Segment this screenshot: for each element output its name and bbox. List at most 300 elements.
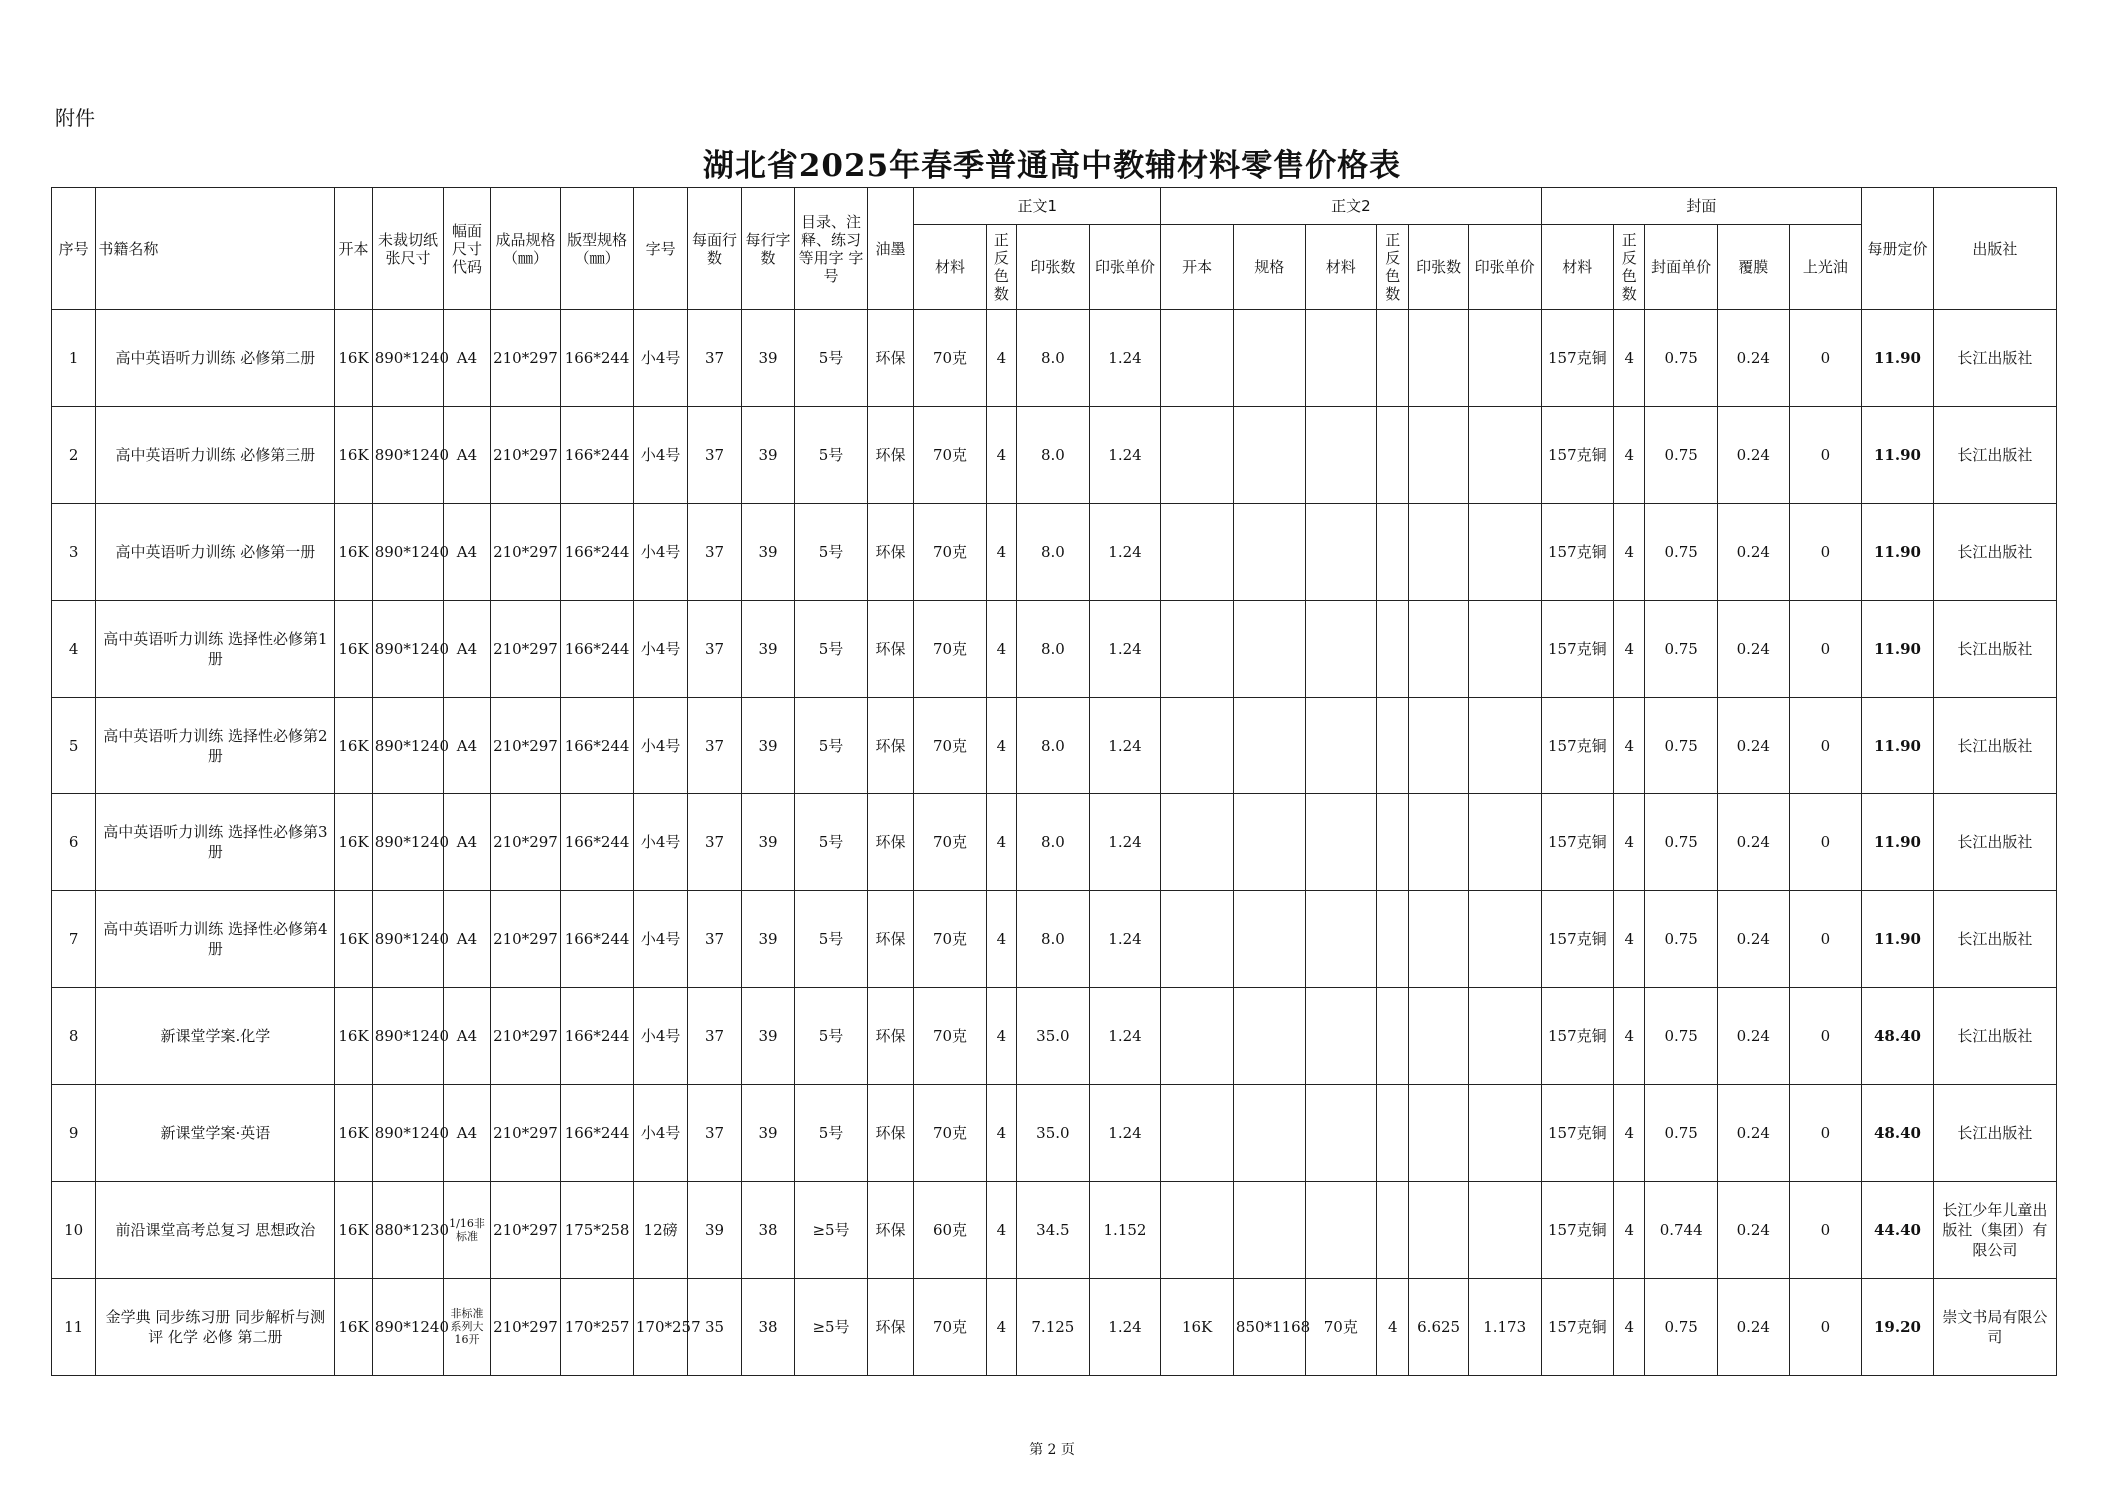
cell-c-mat: 157克铜 xyxy=(1541,503,1614,600)
cell-b2-fmt: 16K xyxy=(1161,1278,1234,1375)
cell-c-price: 0.75 xyxy=(1645,794,1718,891)
table-row xyxy=(52,988,2057,1085)
cell-b2-spec xyxy=(1233,310,1305,407)
cell-code xyxy=(444,406,490,503)
header-b1-sheets: 印张数 xyxy=(1017,225,1090,310)
cell-ink: 环保 xyxy=(867,1182,913,1279)
cell-b1-mat: 70克 xyxy=(914,697,987,794)
cell-code xyxy=(444,503,490,600)
cell-format: 16K xyxy=(335,310,372,407)
cell-name: 高中英语听力训练 选择性必修第1册 xyxy=(96,600,335,697)
cell-b1-sheets: 8.0 xyxy=(1017,891,1090,988)
cell-b2-fmt xyxy=(1161,406,1234,503)
cell-font: 小4号 xyxy=(633,697,687,794)
cell-b1-mat: 70克 xyxy=(914,794,987,891)
cell-layout: 166*244 xyxy=(561,503,634,600)
cell-b2-price xyxy=(1468,988,1541,1085)
cell-name: 高中英语听力训练 选择性必修第4册 xyxy=(96,891,335,988)
cell-ink: 环保 xyxy=(867,988,913,1085)
cell-c-film: 0.24 xyxy=(1717,503,1789,600)
cell-lines: 39 xyxy=(688,1182,741,1279)
cell-c-film: 0.24 xyxy=(1717,1085,1789,1182)
cell-price: 11.90 xyxy=(1862,406,1934,503)
cell-b2-fmt xyxy=(1161,891,1234,988)
table-row xyxy=(52,1085,2057,1182)
cell-ink: 环保 xyxy=(867,600,913,697)
cell-toc: 5号 xyxy=(795,600,868,697)
cell-code xyxy=(444,1085,490,1182)
cell-lines: 37 xyxy=(688,891,741,988)
header-b2-sheets: 印张数 xyxy=(1409,225,1469,310)
cell-price: 11.90 xyxy=(1862,891,1934,988)
cell-format: 16K xyxy=(335,1085,372,1182)
cell-toc: 5号 xyxy=(795,406,868,503)
cell-lines: 37 xyxy=(688,600,741,697)
cell-b2-col xyxy=(1377,600,1409,697)
cell-ink: 环保 xyxy=(867,1085,913,1182)
cell-paper: 890*1240 xyxy=(372,406,444,503)
cell-c-col: 4 xyxy=(1614,600,1645,697)
table-row xyxy=(52,310,2057,407)
cell-seq: 8 xyxy=(52,988,96,1085)
header-b2-material: 材料 xyxy=(1305,225,1377,310)
header-name: 书籍名称 xyxy=(96,188,335,310)
cell-name: 高中英语听力训练 必修第二册 xyxy=(96,310,335,407)
cell-toc: 5号 xyxy=(795,794,868,891)
header-unit-price: 每册定价 xyxy=(1862,188,1934,310)
cell-b2-fmt xyxy=(1161,1182,1234,1279)
cell-b1-price: 1.24 xyxy=(1089,1278,1161,1375)
cell-b1-mat: 70克 xyxy=(914,310,987,407)
header-cover-colors: 正反色数 xyxy=(1614,225,1645,310)
cell-pub: 长江出版社 xyxy=(1933,697,2056,794)
cell-b2-col xyxy=(1377,406,1409,503)
cell-c-price: 0.75 xyxy=(1645,697,1718,794)
cell-finished: 210*297 xyxy=(490,891,561,988)
cell-pub: 崇文书局有限公司 xyxy=(1933,1278,2056,1375)
table-row xyxy=(52,891,2057,988)
cell-c-price: 0.75 xyxy=(1645,891,1718,988)
cell-c-col: 4 xyxy=(1614,891,1645,988)
cell-c-price: 0.75 xyxy=(1645,600,1718,697)
cell-b2-sheets xyxy=(1409,988,1469,1085)
cell-b2-mat xyxy=(1305,988,1377,1085)
cell-seq: 3 xyxy=(52,503,96,600)
header-b2-colors: 正反色数 xyxy=(1377,225,1409,310)
cell-b2-sheets xyxy=(1409,1085,1469,1182)
cell-chars: 39 xyxy=(741,794,794,891)
cell-b2-spec xyxy=(1233,891,1305,988)
cell-b1-price: 1.24 xyxy=(1089,891,1161,988)
cell-b2-sheets xyxy=(1409,891,1469,988)
cell-layout: 166*244 xyxy=(561,310,634,407)
cell-c-film: 0.24 xyxy=(1717,697,1789,794)
cell-lines: 37 xyxy=(688,406,741,503)
cell-font: 小4号 xyxy=(633,310,687,407)
price-table xyxy=(51,187,2057,1376)
cell-layout: 166*244 xyxy=(561,406,634,503)
cell-b2-col xyxy=(1377,891,1409,988)
cell-b1-mat: 70克 xyxy=(914,988,987,1085)
cell-finished: 210*297 xyxy=(490,1278,561,1375)
cell-pub: 长江出版社 xyxy=(1933,988,2056,1085)
cell-b1-mat: 70克 xyxy=(914,503,987,600)
cell-c-film: 0.24 xyxy=(1717,1182,1789,1279)
size-code-value: A4 xyxy=(456,639,478,658)
cell-c-film: 0.24 xyxy=(1717,891,1789,988)
page-title: 湖北省2025年春季普通高中教辅材料零售价格表 xyxy=(702,148,1402,184)
cell-b1-sheets: 7.125 xyxy=(1017,1278,1090,1375)
cell-price: 11.90 xyxy=(1862,794,1934,891)
table-row xyxy=(52,406,2057,503)
cell-c-oil: 0 xyxy=(1789,891,1862,988)
header-cover-film: 覆膜 xyxy=(1717,225,1789,310)
cell-b2-price xyxy=(1468,406,1541,503)
header-cover-varnish: 上光油 xyxy=(1789,225,1862,310)
cell-c-oil: 0 xyxy=(1789,1278,1862,1375)
cell-b2-mat xyxy=(1305,891,1377,988)
header-b2-spec: 规格 xyxy=(1233,225,1305,310)
cell-chars: 39 xyxy=(741,988,794,1085)
cell-finished: 210*297 xyxy=(490,600,561,697)
cell-b2-col: 4 xyxy=(1377,1278,1409,1375)
cell-c-oil: 0 xyxy=(1789,600,1862,697)
cell-lines: 37 xyxy=(688,1085,741,1182)
cell-b1-col: 4 xyxy=(986,600,1016,697)
cell-c-film: 0.24 xyxy=(1717,600,1789,697)
cell-price: 44.40 xyxy=(1862,1182,1934,1279)
cell-lines: 37 xyxy=(688,988,741,1085)
cell-code xyxy=(444,697,490,794)
cell-b1-mat: 70克 xyxy=(914,1085,987,1182)
cell-b2-mat xyxy=(1305,503,1377,600)
cell-c-mat: 157克铜 xyxy=(1541,1182,1614,1279)
cell-c-mat: 157克铜 xyxy=(1541,794,1614,891)
table-body xyxy=(52,310,2057,1376)
cell-paper: 880*1230 xyxy=(372,1182,444,1279)
cell-b2-mat xyxy=(1305,794,1377,891)
cell-c-film: 0.24 xyxy=(1717,988,1789,1085)
cell-code xyxy=(444,794,490,891)
cell-c-col: 4 xyxy=(1614,794,1645,891)
cell-c-price: 0.744 xyxy=(1645,1182,1718,1279)
cell-c-oil: 0 xyxy=(1789,406,1862,503)
table-row xyxy=(52,600,2057,697)
cell-c-oil: 0 xyxy=(1789,1182,1862,1279)
cell-pub: 长江出版社 xyxy=(1933,406,2056,503)
header-b1-colors: 正反色数 xyxy=(986,225,1016,310)
cell-b1-sheets: 8.0 xyxy=(1017,310,1090,407)
cell-toc: ≥5号 xyxy=(795,1182,868,1279)
size-code-value: A4 xyxy=(456,1027,478,1046)
cell-name: 高中英语听力训练 必修第三册 xyxy=(96,406,335,503)
cell-layout: 166*244 xyxy=(561,988,634,1085)
cell-lines: 37 xyxy=(688,794,741,891)
cell-b2-col xyxy=(1377,1182,1409,1279)
cell-c-col: 4 xyxy=(1614,988,1645,1085)
cell-chars: 39 xyxy=(741,891,794,988)
cell-c-film: 0.24 xyxy=(1717,794,1789,891)
cell-chars: 39 xyxy=(741,406,794,503)
cell-toc: ≥5号 xyxy=(795,1278,868,1375)
cell-c-price: 0.75 xyxy=(1645,310,1718,407)
cell-c-oil: 0 xyxy=(1789,697,1862,794)
cell-finished: 210*297 xyxy=(490,1085,561,1182)
cell-layout: 166*244 xyxy=(561,1085,634,1182)
cell-layout: 166*244 xyxy=(561,794,634,891)
cell-finished: 210*297 xyxy=(490,988,561,1085)
cell-b1-col: 4 xyxy=(986,988,1016,1085)
cell-c-price: 0.75 xyxy=(1645,503,1718,600)
table-row xyxy=(52,697,2057,794)
cell-price: 11.90 xyxy=(1862,310,1934,407)
header-format: 开本 xyxy=(335,188,372,310)
cell-toc: 5号 xyxy=(795,310,868,407)
page-footer: 第 2 页 xyxy=(1029,1442,1075,1458)
cell-b1-col: 4 xyxy=(986,891,1016,988)
cell-format: 16K xyxy=(335,794,372,891)
cell-seq: 4 xyxy=(52,600,96,697)
cell-b1-sheets: 8.0 xyxy=(1017,406,1090,503)
table-row xyxy=(52,503,2057,600)
cell-seq: 7 xyxy=(52,891,96,988)
cell-paper: 890*1240 xyxy=(372,310,444,407)
cell-seq: 11 xyxy=(52,1278,96,1375)
cell-price: 48.40 xyxy=(1862,1085,1934,1182)
cell-c-mat: 157克铜 xyxy=(1541,406,1614,503)
cell-b1-price: 1.24 xyxy=(1089,1085,1161,1182)
cell-c-mat: 157克铜 xyxy=(1541,600,1614,697)
cell-chars: 39 xyxy=(741,600,794,697)
table-row xyxy=(52,1278,2057,1375)
cell-c-col: 4 xyxy=(1614,1182,1645,1279)
cell-format: 16K xyxy=(335,503,372,600)
header-b2-sheet-price: 印张单价 xyxy=(1468,225,1541,310)
cell-b2-fmt xyxy=(1161,697,1234,794)
cell-b2-sheets xyxy=(1409,503,1469,600)
cell-b2-sheets xyxy=(1409,697,1469,794)
cell-c-film: 0.24 xyxy=(1717,406,1789,503)
cell-b1-mat: 70克 xyxy=(914,1278,987,1375)
cell-price: 11.90 xyxy=(1862,697,1934,794)
cell-font: 小4号 xyxy=(633,794,687,891)
cell-c-mat: 157克铜 xyxy=(1541,891,1614,988)
size-code-value: A4 xyxy=(456,930,478,949)
size-code-value: A4 xyxy=(456,348,478,367)
cell-b2-mat xyxy=(1305,1085,1377,1182)
cell-c-film: 0.24 xyxy=(1717,310,1789,407)
cell-b1-price: 1.24 xyxy=(1089,406,1161,503)
cell-b1-price: 1.152 xyxy=(1089,1182,1161,1279)
cell-price: 48.40 xyxy=(1862,988,1934,1085)
cell-b1-sheets: 35.0 xyxy=(1017,988,1090,1085)
cell-b2-price xyxy=(1468,503,1541,600)
cell-b1-sheets: 34.5 xyxy=(1017,1182,1090,1279)
header-font-size: 字号 xyxy=(633,188,687,310)
cell-lines: 37 xyxy=(688,310,741,407)
cell-b2-fmt xyxy=(1161,988,1234,1085)
cell-b2-sheets xyxy=(1409,794,1469,891)
cell-b2-spec xyxy=(1233,503,1305,600)
cell-b2-price xyxy=(1468,600,1541,697)
cell-b1-mat: 70克 xyxy=(914,891,987,988)
cell-name: 前沿课堂高考总复习 思想政治 xyxy=(96,1182,335,1279)
cell-format: 16K xyxy=(335,600,372,697)
cell-b2-fmt xyxy=(1161,600,1234,697)
size-code-value: A4 xyxy=(456,1124,478,1143)
cell-toc: 5号 xyxy=(795,1085,868,1182)
cell-ink: 环保 xyxy=(867,1278,913,1375)
cell-chars: 39 xyxy=(741,310,794,407)
cell-ink: 环保 xyxy=(867,697,913,794)
cell-chars: 39 xyxy=(741,1085,794,1182)
cell-finished: 210*297 xyxy=(490,794,561,891)
size-code-value: A4 xyxy=(456,833,478,852)
cell-b1-price: 1.24 xyxy=(1089,310,1161,407)
cell-paper: 890*1240 xyxy=(372,697,444,794)
size-code-value: 非标准系列大16开 xyxy=(450,1307,484,1347)
cell-c-mat: 157克铜 xyxy=(1541,1085,1614,1182)
cell-c-oil: 0 xyxy=(1789,794,1862,891)
size-code-value: A4 xyxy=(456,445,478,464)
cell-paper: 890*1240 xyxy=(372,794,444,891)
cell-b2-mat xyxy=(1305,310,1377,407)
cell-b2-mat xyxy=(1305,600,1377,697)
cell-b2-spec xyxy=(1233,1085,1305,1182)
cell-b1-col: 4 xyxy=(986,1182,1016,1279)
cell-code xyxy=(444,310,490,407)
cell-pub: 长江少年儿童出版社（集团）有限公司 xyxy=(1933,1182,2056,1279)
cell-paper: 890*1240 xyxy=(372,891,444,988)
header-lines-per-page: 每面行数 xyxy=(688,188,741,310)
header-body2: 正文2 xyxy=(1161,188,1541,225)
cell-b2-price xyxy=(1468,891,1541,988)
cell-b2-sheets: 6.625 xyxy=(1409,1278,1469,1375)
cell-toc: 5号 xyxy=(795,988,868,1085)
cell-paper: 890*1240 xyxy=(372,503,444,600)
cell-pub: 长江出版社 xyxy=(1933,1085,2056,1182)
cell-c-mat: 157克铜 xyxy=(1541,310,1614,407)
cell-b1-price: 1.24 xyxy=(1089,794,1161,891)
cell-layout: 166*244 xyxy=(561,600,634,697)
cell-b2-col xyxy=(1377,310,1409,407)
cell-seq: 10 xyxy=(52,1182,96,1279)
cell-c-col: 4 xyxy=(1614,406,1645,503)
cell-seq: 2 xyxy=(52,406,96,503)
header-size-code: 幅面尺寸代码 xyxy=(444,188,490,310)
cell-b2-mat xyxy=(1305,406,1377,503)
cell-finished: 210*297 xyxy=(490,406,561,503)
cell-b2-fmt xyxy=(1161,503,1234,600)
cell-b1-col: 4 xyxy=(986,310,1016,407)
cell-b1-sheets: 8.0 xyxy=(1017,600,1090,697)
cell-lines: 37 xyxy=(688,503,741,600)
cell-finished: 210*297 xyxy=(490,503,561,600)
header-b1-sheet-price: 印张单价 xyxy=(1089,225,1161,310)
cell-b2-fmt xyxy=(1161,310,1234,407)
cell-name: 高中英语听力训练 选择性必修第2册 xyxy=(96,697,335,794)
cell-b2-price xyxy=(1468,1085,1541,1182)
cell-c-col: 4 xyxy=(1614,1085,1645,1182)
size-code-value: A4 xyxy=(456,542,478,561)
cell-b1-sheets: 35.0 xyxy=(1017,1085,1090,1182)
size-code-value: A4 xyxy=(456,736,478,755)
cell-b2-col xyxy=(1377,1085,1409,1182)
cell-finished: 210*297 xyxy=(490,1182,561,1279)
cell-c-oil: 0 xyxy=(1789,1085,1862,1182)
size-code-value: 1/16非标准 xyxy=(449,1216,485,1243)
cell-b2-price: 1.173 xyxy=(1468,1278,1541,1375)
cell-price: 19.20 xyxy=(1862,1278,1934,1375)
cell-b1-col: 4 xyxy=(986,1085,1016,1182)
cell-c-film: 0.24 xyxy=(1717,1278,1789,1375)
cell-chars: 38 xyxy=(741,1182,794,1279)
cell-c-col: 4 xyxy=(1614,310,1645,407)
cell-ink: 环保 xyxy=(867,891,913,988)
cell-b2-spec xyxy=(1233,697,1305,794)
cell-layout: 166*244 xyxy=(561,891,634,988)
header-paper-size: 未裁切纸张尺寸 xyxy=(372,188,444,310)
cell-b2-col xyxy=(1377,988,1409,1085)
cell-b1-price: 1.24 xyxy=(1089,600,1161,697)
cell-b1-mat: 70克 xyxy=(914,406,987,503)
attachment-label: 附件 xyxy=(55,106,95,130)
cell-toc: 5号 xyxy=(795,697,868,794)
cell-c-price: 0.75 xyxy=(1645,1085,1718,1182)
cell-b1-sheets: 8.0 xyxy=(1017,794,1090,891)
cell-name: 高中英语听力训练 选择性必修第3册 xyxy=(96,794,335,891)
cell-c-col: 4 xyxy=(1614,503,1645,600)
cell-b1-sheets: 8.0 xyxy=(1017,503,1090,600)
header-finished-spec: 成品规格（㎜） xyxy=(490,188,561,310)
cell-code xyxy=(444,1278,490,1375)
cell-b2-spec xyxy=(1233,794,1305,891)
cell-b2-mat: 70克 xyxy=(1305,1278,1377,1375)
cell-ink: 环保 xyxy=(867,406,913,503)
cell-name: 新课堂学案.化学 xyxy=(96,988,335,1085)
cell-font: 小4号 xyxy=(633,1085,687,1182)
cell-b2-spec xyxy=(1233,1182,1305,1279)
cell-pub: 长江出版社 xyxy=(1933,600,2056,697)
cell-format: 16K xyxy=(335,406,372,503)
cell-finished: 210*297 xyxy=(490,697,561,794)
cell-b2-sheets xyxy=(1409,600,1469,697)
cell-pub: 长江出版社 xyxy=(1933,891,2056,988)
cell-ink: 环保 xyxy=(867,310,913,407)
cell-seq: 5 xyxy=(52,697,96,794)
cell-layout: 170*257 xyxy=(561,1278,634,1375)
header-body1: 正文1 xyxy=(914,188,1161,225)
cell-lines: 35 xyxy=(688,1278,741,1375)
cell-b2-col xyxy=(1377,697,1409,794)
cell-b1-col: 4 xyxy=(986,406,1016,503)
header-chars-per-line: 每行字数 xyxy=(741,188,794,310)
cell-paper: 890*1240 xyxy=(372,600,444,697)
cell-c-price: 0.75 xyxy=(1645,1278,1718,1375)
cell-b2-price xyxy=(1468,310,1541,407)
cell-b2-fmt xyxy=(1161,1085,1234,1182)
cell-seq: 9 xyxy=(52,1085,96,1182)
cell-paper: 890*1240 xyxy=(372,1278,444,1375)
cell-c-price: 0.75 xyxy=(1645,988,1718,1085)
header-b2-format: 开本 xyxy=(1161,225,1234,310)
cell-b1-price: 1.24 xyxy=(1089,503,1161,600)
cell-ink: 环保 xyxy=(867,794,913,891)
header-cover-price: 封面单价 xyxy=(1645,225,1718,310)
cell-c-mat: 157克铜 xyxy=(1541,1278,1614,1375)
cell-price: 11.90 xyxy=(1862,600,1934,697)
cell-code xyxy=(444,988,490,1085)
